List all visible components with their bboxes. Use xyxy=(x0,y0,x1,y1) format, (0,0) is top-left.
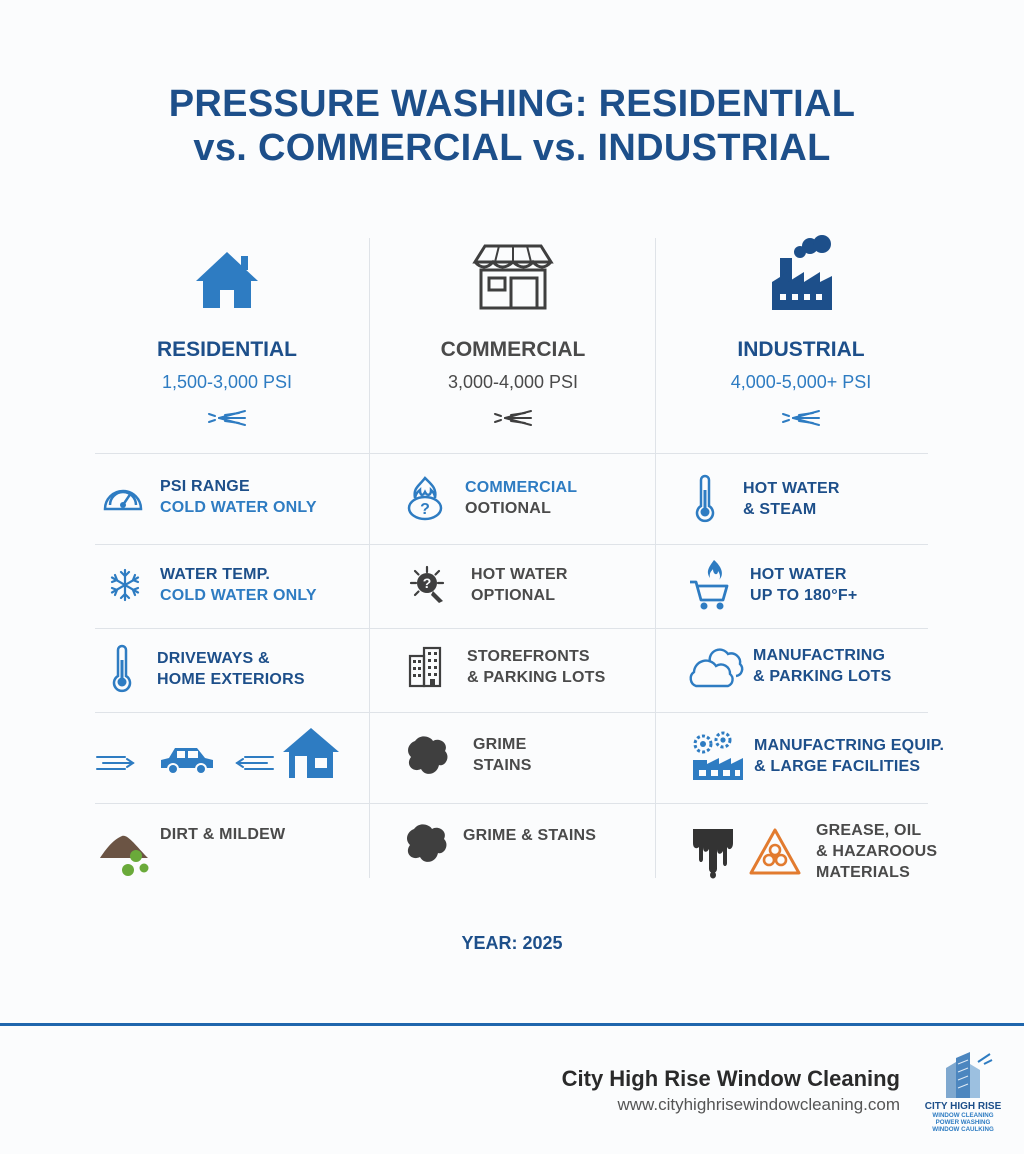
column-psi: 3,000-4,000 PSI xyxy=(447,372,579,392)
clouds-icon xyxy=(688,642,744,690)
column-header-industrial xyxy=(681,232,921,429)
spray-arrow-icon xyxy=(231,751,275,773)
cell-residential-row5 xyxy=(98,824,285,878)
thermometer-icon xyxy=(112,646,132,692)
column-name: COMMERCIAL xyxy=(440,338,586,361)
cell-industrial-row5 xyxy=(690,820,937,883)
building-icon xyxy=(406,646,444,688)
gears-factory-icon xyxy=(691,730,745,782)
year-label: YEAR: 2025 xyxy=(461,933,563,953)
snowflake-icon xyxy=(108,568,142,602)
dirt-mound-icon xyxy=(98,824,150,878)
spray-icon xyxy=(205,407,249,429)
cell-line-1: HOT WATER xyxy=(750,566,847,583)
column-header-residential xyxy=(107,232,347,429)
cell-line-2: & HAZAROOUS xyxy=(816,843,938,860)
cell-commercial-row2 xyxy=(408,564,568,606)
cell-line-1: WATER TEMP. xyxy=(160,566,271,583)
cell-line-1: GRIME xyxy=(473,736,527,753)
thermometer-icon xyxy=(695,476,715,522)
cell-commercial-row1 xyxy=(404,474,577,522)
column-psi: 4,000-5,000+ PSI xyxy=(730,372,872,392)
cell-residential-water-temp xyxy=(107,564,317,606)
footer-divider xyxy=(0,1023,1024,1026)
logo-line-3: POWER WASHING xyxy=(935,1119,991,1126)
cell-line-3: MATERIALS xyxy=(816,864,910,881)
column-psi: 1,500-3,000 PSI xyxy=(161,372,293,392)
car-icon xyxy=(157,742,217,778)
cell-line-2: HOME EXTERIORS xyxy=(157,671,305,688)
cell-industrial-row4 xyxy=(691,730,944,782)
cell-line-2: STAINS xyxy=(473,757,532,774)
cell-commercial-row5 xyxy=(404,821,596,865)
row-divider xyxy=(95,712,928,713)
oil-drip-icon xyxy=(691,825,735,879)
column-divider xyxy=(369,238,370,878)
column-divider xyxy=(655,238,656,878)
cell-line-1: DRIVEWAYS & xyxy=(157,650,270,667)
row-divider xyxy=(95,453,928,454)
cell-residential-psi-range xyxy=(100,476,317,518)
logo-line-1: CITY HIGH RISE xyxy=(924,1101,1002,1112)
column-name: INDUSTRIAL xyxy=(737,338,865,361)
cell-commercial-row3 xyxy=(405,646,606,688)
cell-line-1: MANUFACTRING xyxy=(753,647,886,664)
brand-block xyxy=(562,1066,900,1115)
brand-logo xyxy=(924,1050,1002,1134)
gauge-icon xyxy=(101,479,145,515)
spray-icon xyxy=(779,407,823,429)
cell-line-1: STOREFRONTS xyxy=(467,648,590,665)
cell-line-2: & LARGE FACILITIES xyxy=(754,758,921,775)
factory-icon xyxy=(766,232,836,312)
cell-industrial-row1 xyxy=(694,476,840,522)
cell-line-2: & STEAM xyxy=(743,501,817,518)
cell-line-2: COLD WATER ONLY xyxy=(160,587,317,604)
row-divider xyxy=(95,628,928,629)
title-line-1: PRESSURE WASHING: RESIDENTIAL xyxy=(168,83,856,125)
cell-industrial-row2 xyxy=(688,558,857,612)
logo-line-2: WINDOW CLEANING xyxy=(932,1112,994,1119)
spray-icon xyxy=(491,407,535,429)
cell-line-2: OOTIONAL xyxy=(465,500,552,517)
svg-text:?: ? xyxy=(420,501,430,518)
cell-line-1: HOT WATER xyxy=(471,566,568,583)
house-icon xyxy=(192,246,262,312)
storefront-icon xyxy=(471,240,555,312)
cell-residential-row3 xyxy=(111,646,305,692)
stain-icon xyxy=(404,821,450,865)
column-header-commercial xyxy=(393,232,633,429)
page-title xyxy=(0,82,1024,170)
cell-line-2: & PARKING LOTS xyxy=(753,668,892,685)
biohazard-icon xyxy=(748,827,802,877)
cell-line-1: MANUFACTRING EQUIP. xyxy=(754,737,945,754)
row-divider xyxy=(95,544,928,545)
cart-flame-icon xyxy=(688,558,730,612)
cell-line-2: & PARKING LOTS xyxy=(467,669,606,686)
flame-question-icon xyxy=(405,474,445,522)
sun-question-icon xyxy=(409,565,449,605)
title-line-2: vs. COMMERCIAL vs. INDUSTRIAL xyxy=(193,127,831,169)
cell-line-1: PSI RANGE xyxy=(160,478,250,495)
cell-industrial-row3 xyxy=(688,642,892,690)
cell-line-2: OPTIONAL xyxy=(471,587,556,604)
cell-residential-row4 xyxy=(95,726,341,780)
brand-url[interactable]: www.cityhighrisewindowcleaning.com xyxy=(617,1095,900,1114)
cell-line-2: COLD WATER ONLY xyxy=(160,499,317,516)
cell-line-1: GREASE, OIL xyxy=(816,822,922,839)
stain-icon xyxy=(405,733,451,777)
cell-commercial-row4 xyxy=(404,733,532,777)
cell-line-2: UP TO 180°F+ xyxy=(750,587,858,604)
cell-line-1: COMMERCIAL xyxy=(465,479,578,496)
column-name: RESIDENTIAL xyxy=(156,338,297,361)
brand-name: City High Rise Window Cleaning xyxy=(561,1066,900,1091)
cell-line-1: HOT WATER xyxy=(743,480,840,497)
logo-line-4: WINDOW CAULKING xyxy=(932,1126,994,1133)
row-divider xyxy=(95,803,928,804)
house-icon xyxy=(281,726,341,780)
cell-line-1: DIRT & MILDEW xyxy=(160,826,286,843)
cell-line-1: GRIME & STAINS xyxy=(463,826,597,844)
svg-text:?: ? xyxy=(422,575,432,591)
spray-arrow-icon xyxy=(95,751,139,773)
